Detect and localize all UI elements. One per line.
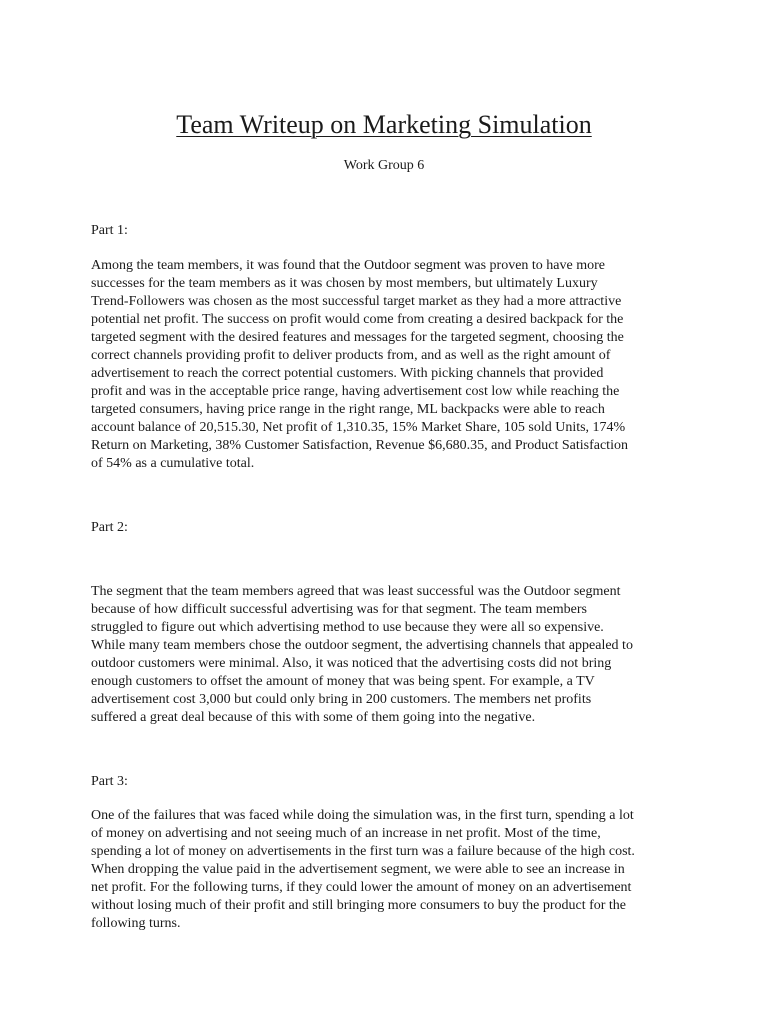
part-3-paragraph: One of the failures that was faced while doing the simulation was, in the first turn, spending a lot of money on advertising and not seeing much of an increase in net profit. Most of the time, spending a lot of money on advertisements in the first turn was a failure because of the high cost. When dropping the value paid in the advertisement segment, we were able to see an increase in net profit. For the following turns, if they could lower the amount of money on an advertisement without losing much of their profit and still bringing more consumers to buy the product for the following turns. — [91, 808, 635, 931]
part-1-paragraph: Among the team members, it was found that the Outdoor segment was proven to have more successes for the team members as it was chosen by most members, but ultimately Luxury Trend-Followers was chosen as the most successful target market as they had a more attractive potential net profit. The success on profit would come from creating a desired backpack for the targeted segment with the desired features and messages for the targeted segment, choosing the correct channels providing profit to deliver products from, and as well as the right amount of advertisement to reach the correct potential customers. With picking channels that provided profit and was in the acceptable price range, having advertisement cost low while reaching the targeted consumers, having price range in the right range, ML backpacks were able to reach account balance of 20,515.30, Net profit of 1,310.35, 15% Market Share, 105 sold Units, 174% Return on Marketing, 38% Customer Satisfaction, Revenue $6,680.35, and Product Satisfaction of 54% as a cumulative total. — [91, 258, 628, 471]
document-subtitle: Work Group 6 — [343, 158, 425, 173]
part-2-paragraph: The segment that the team members agreed that was least successful was the Outdoor segment because of how difficult successful advertising was for that segment. The team members struggled to figure out which advertising method to use because they were all so expensive. While many team members chose the outdoor segment, the advertising channels that appealed to outdoor customers were minimal. Also, it was noticed that the advertising costs did not bring enough customers to offset the amount of money that was being spent. For example, a TV advertisement cost 3,000 but could only bring in 200 customers. The members net profits suffered a great deal because of this with some of them going into the negative. — [91, 584, 633, 725]
part-1-heading: Part 1: — [91, 223, 128, 238]
part-2-heading: Part 2: — [91, 520, 128, 535]
document-title: Team Writeup on Marketing Simulation — [176, 110, 592, 139]
part-3-heading: Part 3: — [91, 774, 128, 789]
